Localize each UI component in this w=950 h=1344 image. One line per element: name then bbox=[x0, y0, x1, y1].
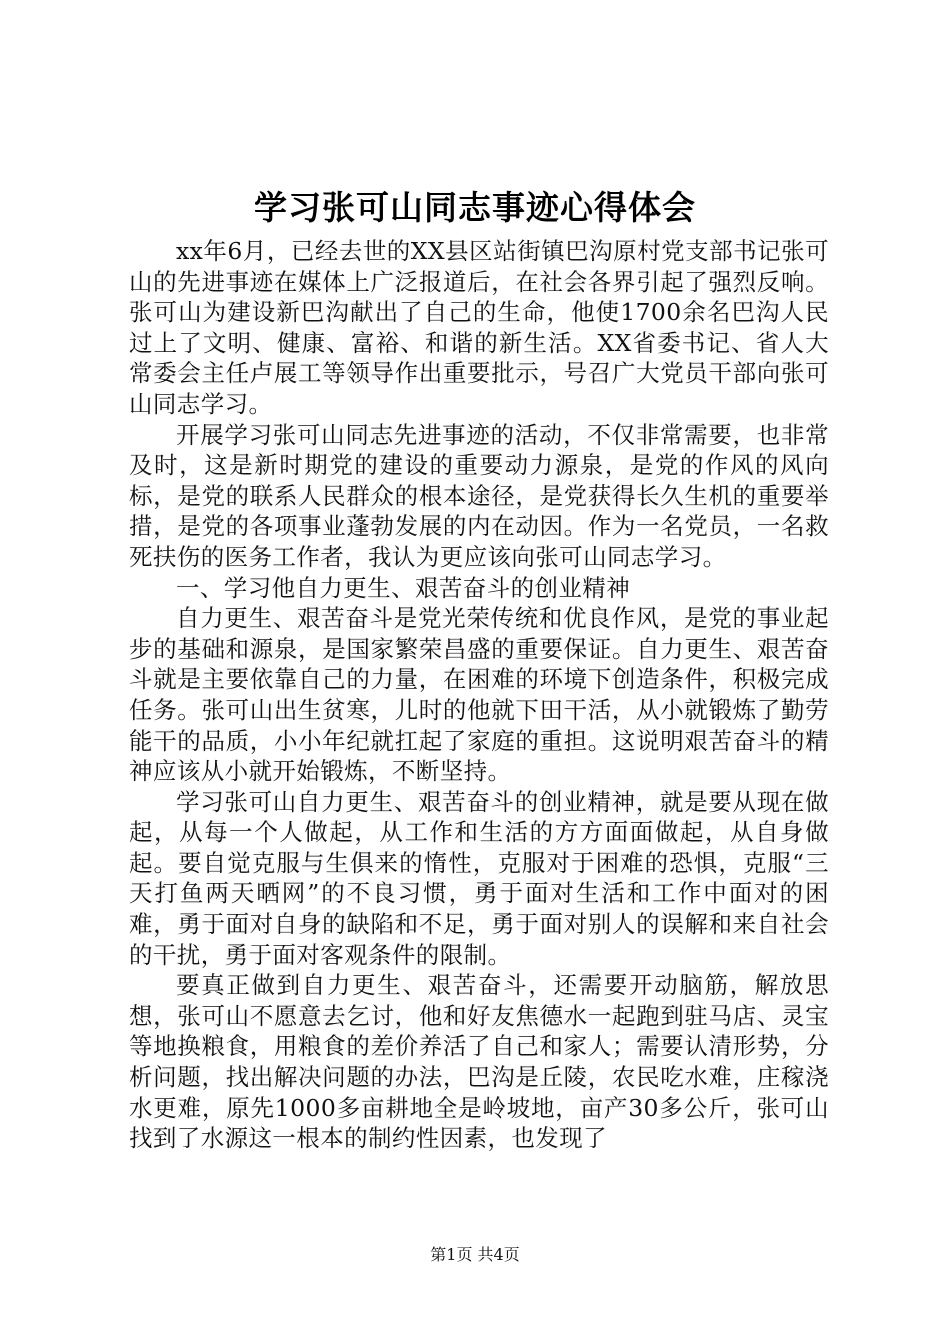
paragraph-intro: xx年6月，已经去世的XX县区站街镇巴沟原村党支部书记张可山的先进事迹在媒体上广泛报道后，在社会各界引起了强烈反响。张可山为建设新巴沟献出了自己的生命，他使1700余名巴沟人民过上了文明、健康、富裕、和谐的新生活。XX省委书记、省人大常委会主任卢展工等领导作出重要批示，号召广大党员干部向张可山同志学习。 bbox=[129, 237, 829, 418]
document-body bbox=[129, 236, 829, 1154]
page-number-footer: 第1页 共4页 bbox=[430, 1245, 520, 1264]
section-heading-1: 一、学习他自力更生、艰苦奋斗的创业精神 bbox=[176, 573, 631, 602]
paragraph-significance: 开展学习张可山同志先进事迹的活动，不仅非常需要，也非常及时，这是新时期党的建设的重要动力源泉，是党的作风的风向标，是党的联系人民群众的根本途径，是党获得长久生机的重要举措，是党的各项事业蓬勃发展的内在动因。作为一名党员，一名救死扶伤的医务工作者，我认为更应该向张可山同志学习。 bbox=[129, 420, 829, 571]
paragraph-section-1-a: 自力更生、艰苦奋斗是党光荣传统和优良作风，是党的事业起步的基础和源泉，是国家繁荣昌盛的重要保证。自力更生、艰苦奋斗就是主要依靠自己的力量，在困难的环境下创造条件，积极完成任务。张可山出生贫寒，儿时的他就下田干活，从小就锻炼了勤劳能干的品质，小小年纪就扛起了家庭的重担。这说明艰苦奋斗的精神应该从小就开始锻炼，不断坚持。 bbox=[129, 604, 829, 786]
document-title: 学习张可山同志事迹心得体会 bbox=[254, 188, 696, 227]
paragraph-section-1-c: 要真正做到自力更生、艰苦奋斗，还需要开动脑筋，解放思想，张可山不愿意去乞讨，他和好友焦德水一起跑到驻马店、灵宝等地换粮食，用粮食的差价养活了自己和家人；需要认清形势，分析问题，找出解决问题的办法，巴沟是丘陵，农民吃水难，庄稼浇水更难，原先1000多亩耕地全是岭坡地，亩产30多公斤，张可山找到了水源这一根本的制约性因素，也发现了 bbox=[129, 971, 829, 1153]
paragraph-section-1-b: 学习张可山自力更生、艰苦奋斗的创业精神，就是要从现在做起，从每一个人做起，从工作和生活的方方面面做起，从自身做起。要自觉克服与生俱来的惰性，克服对于困难的恐惧，克服“三天打鱼两天晒网”的不良习惯，勇于面对生活和工作中面对的困难，勇于面对自身的缺陷和不足，勇于面对别人的误解和来自社会的干扰，勇于面对客观条件的限制。 bbox=[129, 787, 829, 969]
